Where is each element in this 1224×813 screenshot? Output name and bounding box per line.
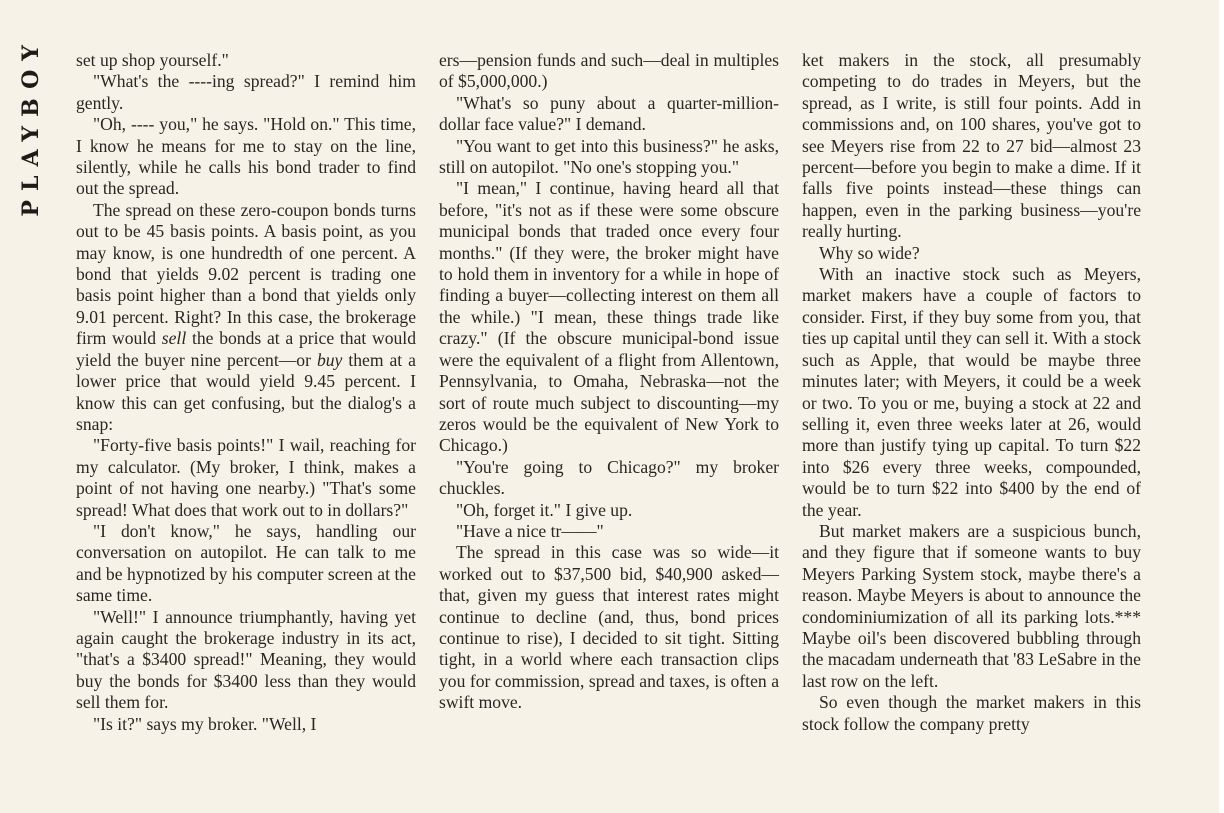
paragraph: "What's so puny about a quarter-million-dollar face value?" I demand. bbox=[439, 92, 779, 135]
paragraph: The spread in this case was so wide—it worked out to $37,500 bid, $40,900 asked—that, given my guess that interest rates might continue to decline (and, thus, bond prices continue to rise), I decided to sit tight. Sitting tight, in a world where each transaction clips you for commission, spread and taxes, is often a swift move. bbox=[439, 542, 779, 713]
paragraph: "Have a nice tr——" bbox=[456, 520, 604, 541]
paragraph: With an inactive stock such as Meyers, market makers have a couple of factors to consider. First, if they buy some from you, that ties up capital until they can sell it. With a stock such as Apple, that would be maybe three minutes later; with Meyers, it could be a week or two. To you or me, buying a stock at 22 and selling it, even three weeks later at 26, would more than justify tying up capital. To turn $22 into $26 every three weeks, compounded, would be to turn $22 into $400 by the end of the year. bbox=[802, 264, 1141, 520]
paragraph: "Oh, ---- you," he says. "Hold on." This time, I know he means for me to stay on the line, silently, while he calls his bond trader to find out the spread. bbox=[76, 114, 416, 199]
paragraph-text: The spread on these zero-coupon bonds turns out to be 45 basis points. A basis point, as you may know, is one hundredth of one percent. A bond that yields 9.02 percent is trading one basis point higher than a bond that yields only 9.01 percent. Right? In this case, the brokerage firm would bbox=[76, 199, 416, 349]
paragraph: "Forty-five basis points!" I wail, reaching for my calculator. (My broker, I think, makes a point of not having one nearby.) "That's some spread! What does that work out to in dollars?" bbox=[76, 435, 416, 520]
paragraph-text: the bonds at a price that would yield the buyer nine percent—or bbox=[76, 328, 416, 370]
paragraph: So even though the market makers in this stock follow the company pretty bbox=[802, 692, 1141, 734]
playboy-sidebar bbox=[14, 36, 48, 246]
paragraph: "Well!" I announce triumphantly, having yet again caught the brokerage industry in its act, "that's a $3400 spread!" Meaning, they would buy the bonds for $3400 less than they would sell them for. bbox=[76, 606, 416, 713]
page-edge bbox=[1219, 0, 1224, 813]
text-column-2 bbox=[439, 50, 779, 714]
paragraph: "What's the ----ing spread?" I remind him gently. bbox=[76, 71, 416, 113]
magazine-name: PLAYBOY bbox=[18, 36, 44, 217]
paragraph: ket makers in the stock, all presumably competing to do trades in Meyers, but the spread, as I write, is still four points. Add in commissions and, on 100 shares, you've got to see Meyers rise from 22 to 27 bid—almost 23 percent—before you begin to make a dime. If it falls five points instead—these things can happen, even in the parking business—you're really hurting. bbox=[802, 50, 1141, 242]
paragraph: "You're going to Chicago?" my broker chuckles. bbox=[439, 456, 779, 499]
emphasis: buy bbox=[316, 349, 343, 370]
paragraph: Why so wide? bbox=[819, 242, 920, 263]
paragraph: "I don't know," he says, handling our conversation on autopilot. He can talk to me and be hypnotized by his computer screen at the same time. bbox=[76, 520, 416, 606]
paragraph: ers—pension funds and such—deal in multiples of $5,000,000.) bbox=[439, 50, 779, 92]
paragraph bbox=[76, 200, 416, 435]
paragraph-text: them at a lower price that would yield 9.45 percent. I know this can get confusing, but the dialog's a snap: bbox=[76, 349, 416, 434]
text-column-3 bbox=[802, 50, 1141, 735]
paragraph: "You want to get into this business?" he asks, still on autopilot. "No one's stopping you." bbox=[439, 135, 779, 178]
paragraph: "Oh, forget it." I give up. bbox=[456, 499, 633, 520]
paragraph: set up shop yourself." bbox=[76, 50, 229, 70]
paragraph: But market makers are a suspicious bunch, and they figure that if someone wants to buy Meyers Parking System stock, maybe there's a reason. Maybe Meyers is about to announce the condominiumization of all its parking lots.*** Maybe oil's been discovered bubbling through the macadam underneath that '83 LeSabre in the last row on the left. bbox=[802, 520, 1141, 691]
paragraph: "Is it?" says my broker. "Well, I bbox=[93, 713, 317, 734]
text-column-1 bbox=[76, 50, 416, 735]
paragraph: "I mean," I continue, having heard all that before, "it's not as if these were some obscure municipal bonds that traded once every four months." (If they were, the broker might have to hold them in inventory for a while in hope of finding a buyer—collecting interest on them all the while.) "I mean, these things trade like crazy." (If the obscure municipal-bond issue were the equivalent of a flight from Allentown, Pennsylvania, to Omaha, Nebraska—not the sort of route much subject to discounting—my zeros would be the equivalent of New York to Chicago.) bbox=[439, 178, 779, 456]
emphasis: sell bbox=[161, 328, 187, 349]
